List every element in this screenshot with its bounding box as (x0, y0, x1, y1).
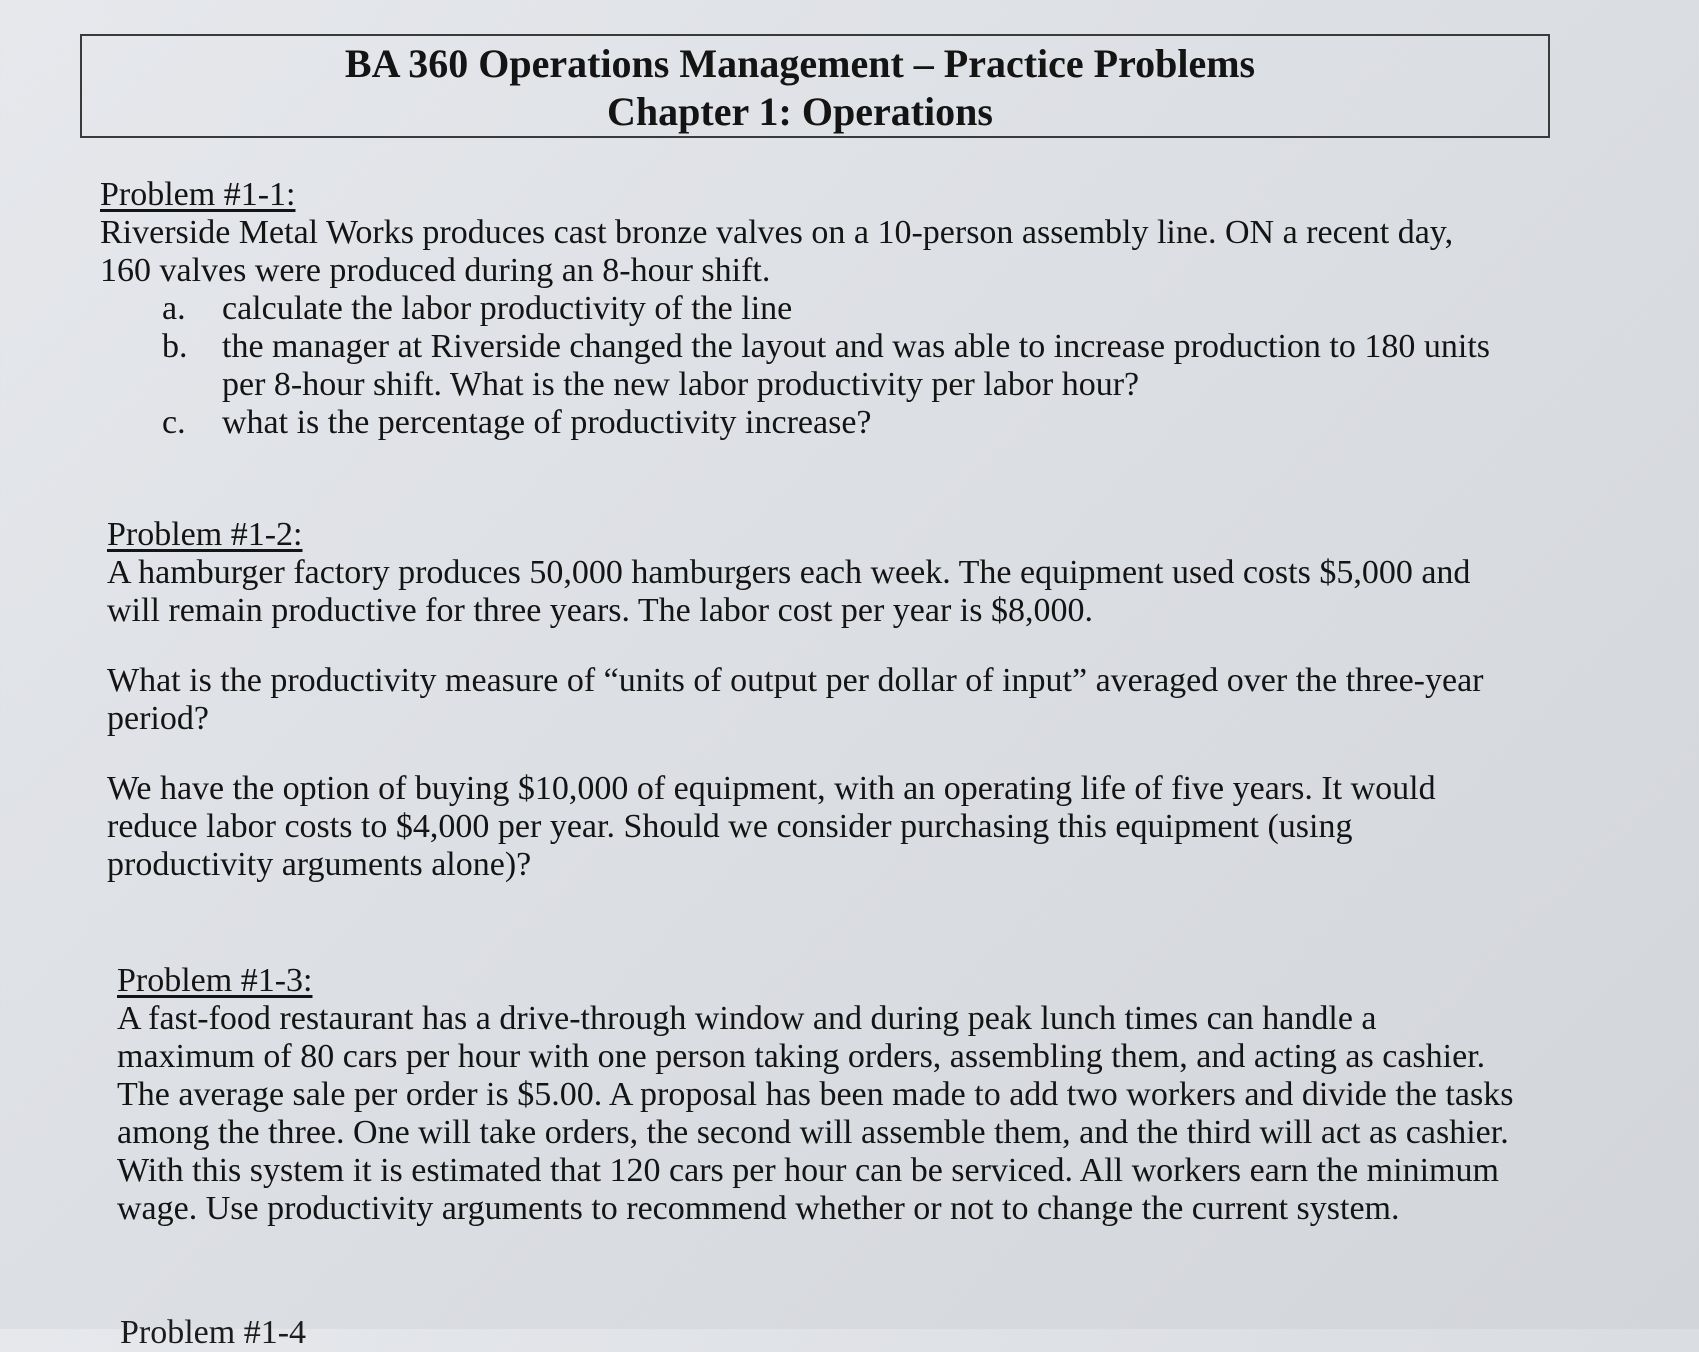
problem-1-1 (100, 176, 1510, 442)
sub-question-c (100, 404, 1510, 442)
title-box (80, 34, 1550, 138)
problem-intro: Riverside Metal Works produces cast bronze valves on a 10-person assembly line. ON a recent day, 160 valves were produced during an 8-hour shift. (100, 214, 1454, 289)
sub-question-b (100, 328, 1510, 404)
problem-heading: Problem #1-3: (117, 962, 313, 999)
sub-question-text: the manager at Riverside changed the layout and was able to increase production to 180 units per 8-hour shift. What is the new labor productivity per labor hour? (222, 328, 1490, 403)
problem-1-3 (117, 962, 1517, 1228)
list-marker: b. (162, 328, 188, 365)
list-marker: a. (162, 290, 186, 327)
sub-question-text: what is the percentage of productivity increase? (222, 404, 872, 441)
problem-paragraph: We have the option of buying $10,000 of equipment, with an operating life of five years. It would reduce labor costs to $4,000 per year. Should we consider purchasing this equipment (using productivity arguments alone)? (107, 770, 1436, 883)
problem-1-2 (107, 516, 1507, 884)
problem-paragraph: A fast-food restaurant has a drive-through window and during peak lunch times can handle a maximum of 80 cars per hour with one person taking orders, assembling them, and acting as cashier. The average sale per order is $5.00. A proposal has been made to add two workers and divide the tasks among the three. One will take orders, the second will assemble them, and the third will act as cashier. With this system it is estimated that 120 cars per hour can be serviced. All workers earn the minimum wage. Use productivity arguments to recommend whether or not to change the current system. (117, 1000, 1514, 1227)
problem-paragraph: What is the productivity measure of “units of output per dollar of input” averaged over the three-year period? (107, 662, 1484, 737)
problem-heading: Problem #1-2: (107, 516, 303, 553)
document-title: BA 360 Operations Management – Practice Problems (344, 41, 1256, 86)
list-marker: c. (162, 404, 186, 441)
chapter-title: Chapter 1: Operations (607, 89, 993, 134)
cutoff-problem-heading: Problem #1-4 (120, 1314, 307, 1351)
sub-question-list (100, 290, 1510, 442)
sub-question-text: calculate the labor productivity of the line (222, 290, 793, 327)
sub-question-a (100, 290, 1510, 328)
problem-heading: Problem #1-1: (100, 176, 296, 213)
problem-paragraph: A hamburger factory produces 50,000 hamburgers each week. The equipment used costs $5,000 and will remain productive for three years. The labor cost per year is $8,000. (107, 554, 1471, 629)
